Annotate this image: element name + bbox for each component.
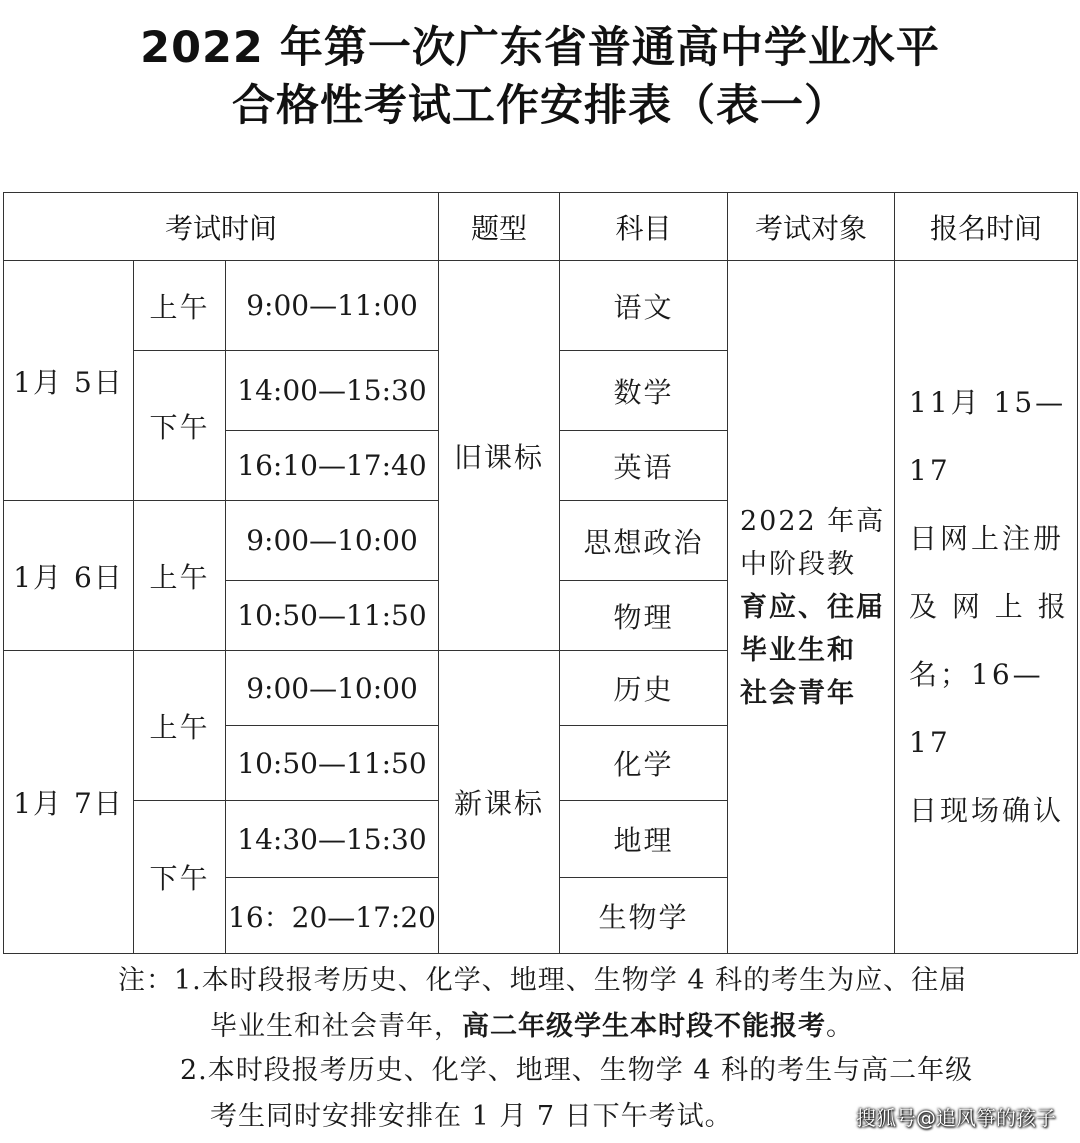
subject-cell: 历史 xyxy=(560,651,728,726)
registration-line: 名；16—17 xyxy=(909,658,1044,759)
date-cell: 1月 5日 xyxy=(4,261,134,501)
registration-cell xyxy=(895,261,1078,954)
date-cell: 1月 6日 xyxy=(4,501,134,651)
note-text: 。 xyxy=(826,1011,854,1042)
header-question-type: 题型 xyxy=(439,193,560,261)
exam-target-cell xyxy=(728,261,895,954)
time-cell: 16：20—17:20 xyxy=(226,878,439,954)
note-line-3: 2.本时段报考历史、化学、地理、生物学 4 科的考生与高二年级 xyxy=(180,1055,974,1086)
registration-line: 日网上注册 xyxy=(909,522,1065,555)
target-line: 中阶段教 xyxy=(740,548,856,580)
subject-cell: 化学 xyxy=(560,726,728,801)
subject-cell: 思想政治 xyxy=(560,501,728,581)
subject-cell: 语文 xyxy=(560,261,728,351)
time-cell: 9:00—10:00 xyxy=(226,651,439,726)
period-cell: 上午 xyxy=(134,261,226,351)
header-subject: 科目 xyxy=(560,193,728,261)
header-exam-time: 考试时间 xyxy=(4,193,439,261)
time-cell: 10:50—11:50 xyxy=(226,726,439,801)
time-cell: 10:50—11:50 xyxy=(226,581,439,651)
time-cell: 16:10—17:40 xyxy=(226,431,439,501)
target-line: 2022 年高 xyxy=(740,505,886,537)
registration-line: 日现场确认 xyxy=(909,794,1065,827)
subject-cell: 英语 xyxy=(560,431,728,501)
note-emphasis: 高二年级学生本时段不能报考 xyxy=(462,1011,826,1042)
period-cell: 下午 xyxy=(134,801,226,954)
table-row xyxy=(4,261,1078,351)
subject-cell: 地理 xyxy=(560,801,728,878)
target-line: 社会青年 xyxy=(740,677,856,709)
title-line-1: 2022 年第一次广东省普通高中学业水平 xyxy=(140,23,940,73)
note-line-4: 考生同时安排安排在 1 月 7 日下午考试。 xyxy=(210,1101,733,1132)
period-cell: 上午 xyxy=(134,501,226,651)
watermark: 搜狐号@追风筝的孩子 xyxy=(856,1106,1056,1130)
subject-cell: 物理 xyxy=(560,581,728,651)
question-type-cell: 旧课标 xyxy=(439,261,560,651)
note-line-1: 注：1.本时段报考历史、化学、地理、生物学 4 科的考生为应、往届 xyxy=(118,965,968,996)
header-row xyxy=(4,193,1078,261)
note-text: 毕业生和社会青年， xyxy=(210,1011,462,1042)
note-line-2 xyxy=(210,1004,854,1043)
target-line: 育应、往届 xyxy=(740,591,885,623)
header-registration-time: 报名时间 xyxy=(895,193,1078,261)
subject-cell: 生物学 xyxy=(560,878,728,954)
time-cell: 9:00—11:00 xyxy=(226,261,439,351)
question-type-cell: 新课标 xyxy=(439,651,560,954)
period-cell: 上午 xyxy=(134,651,226,801)
header-exam-target: 考试对象 xyxy=(728,193,895,261)
title-line-2: 合格性考试工作安排表（表一） xyxy=(232,81,848,131)
registration-line: 11月 15—17 xyxy=(909,386,1067,487)
subject-cell: 数学 xyxy=(560,351,728,431)
schedule-table xyxy=(3,192,1078,954)
registration-line: 及 网 上 报 xyxy=(909,590,1069,623)
time-cell: 14:30—15:30 xyxy=(226,801,439,878)
time-cell: 9:00—10:00 xyxy=(226,501,439,581)
date-cell: 1月 7日 xyxy=(4,651,134,954)
period-cell: 下午 xyxy=(134,351,226,501)
target-line: 毕业生和 xyxy=(740,634,856,666)
time-cell: 14:00—15:30 xyxy=(226,351,439,431)
